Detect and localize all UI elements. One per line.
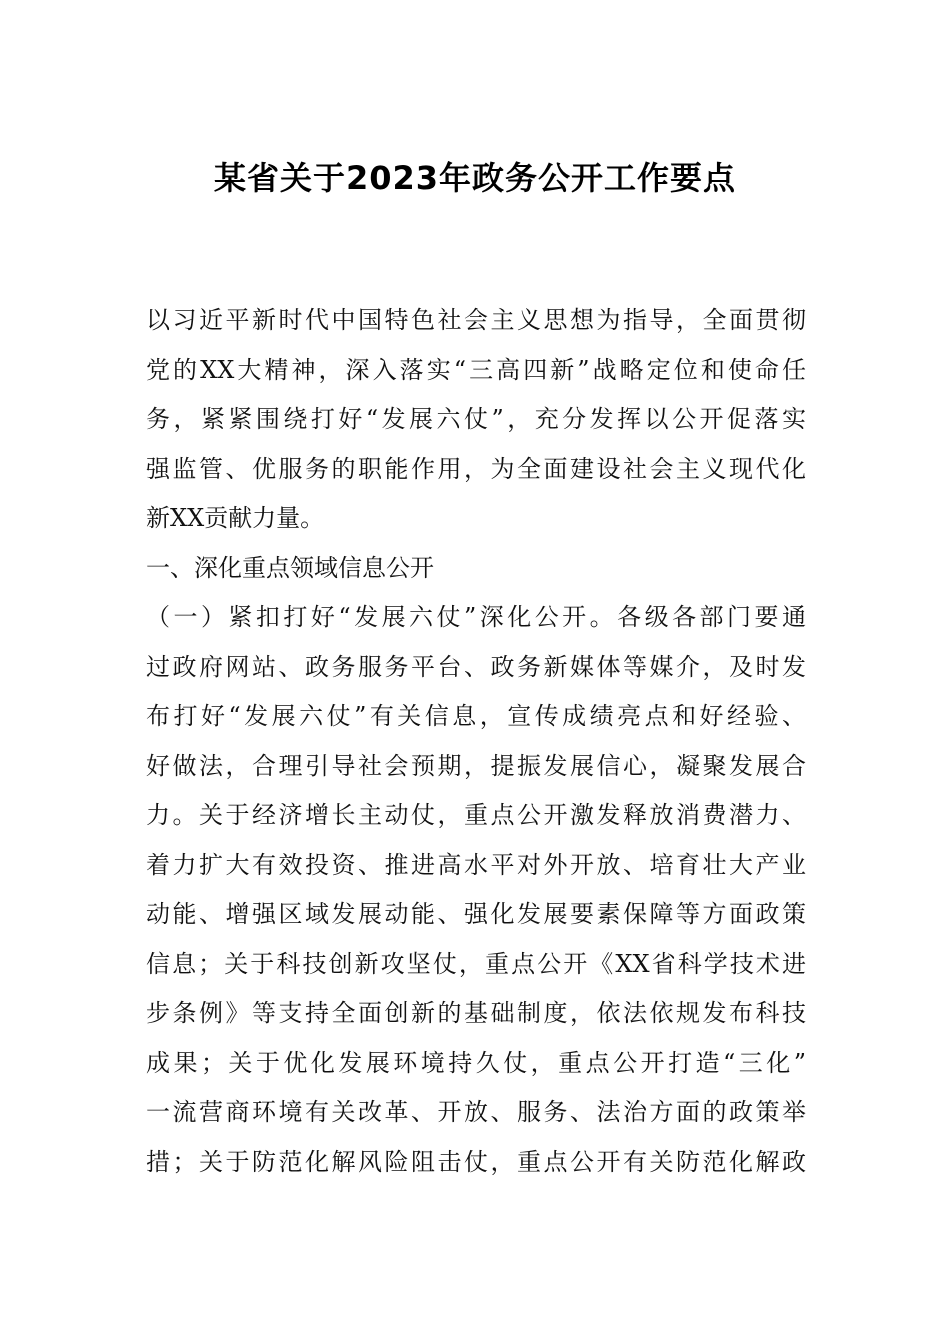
subsection-line: 步条例》等支持全面创新的基础制度，依法依规发布科技 bbox=[146, 999, 806, 1027]
section-heading bbox=[146, 544, 806, 594]
intro-line: 强监管、优服务的职能作用，为全面建设社会主义现代化 bbox=[146, 454, 806, 483]
subsection-line: 措；关于防范化解风险阻击仗，重点公开有关防范化解政 bbox=[146, 1147, 806, 1176]
intro-line: 新XX贡献力量。 bbox=[146, 504, 325, 532]
subsection-paragraph bbox=[146, 593, 806, 1187]
subsection-line: 布打好“发展六仗”有关信息，宣传成绩亮点和好经验、 bbox=[146, 702, 806, 730]
intro-line: 务，紧紧围绕打好“发展六仗”，充分发挥以公开促落实 bbox=[146, 405, 806, 433]
document-title: 某省关于2023年政务公开工作要点 bbox=[213, 159, 737, 197]
section-heading-text: 一、深化重点领域信息公开 bbox=[146, 553, 434, 582]
subsection-line: （一）紧扣打好“发展六仗”深化公开。各级各部门要通 bbox=[146, 603, 806, 631]
intro-line: 党的XX大精神，深入落实“三高四新”战略定位和使命任 bbox=[146, 355, 806, 384]
subsection-line: 成果；关于优化发展环境持久仗，重点公开打造“三化” bbox=[146, 1048, 806, 1077]
subsection-line: 信息；关于科技创新攻坚仗，重点公开《XX省科学技术进 bbox=[146, 949, 806, 978]
document-body bbox=[146, 296, 806, 1187]
subsection-line: 一流营商环境有关改革、开放、服务、法治方面的政策举 bbox=[146, 1098, 806, 1126]
subsection-line: 力。关于经济增长主动仗，重点公开激发释放消费潜力、 bbox=[146, 801, 806, 829]
intro-line: 以习近平新时代中国特色社会主义思想为指导，全面贯彻 bbox=[146, 306, 806, 334]
intro-paragraph bbox=[146, 296, 806, 544]
subsection-line: 动能、增强区域发展动能、强化发展要素保障等方面政策 bbox=[146, 900, 806, 928]
subsection-line: 好做法，合理引导社会预期，提振发展信心，凝聚发展合 bbox=[146, 751, 806, 780]
subsection-line: 过政府网站、政务服务平台、政务新媒体等媒介，及时发 bbox=[146, 652, 806, 681]
subsection-line: 着力扩大有效投资、推进高水平对外开放、培育壮大产业 bbox=[146, 850, 806, 879]
